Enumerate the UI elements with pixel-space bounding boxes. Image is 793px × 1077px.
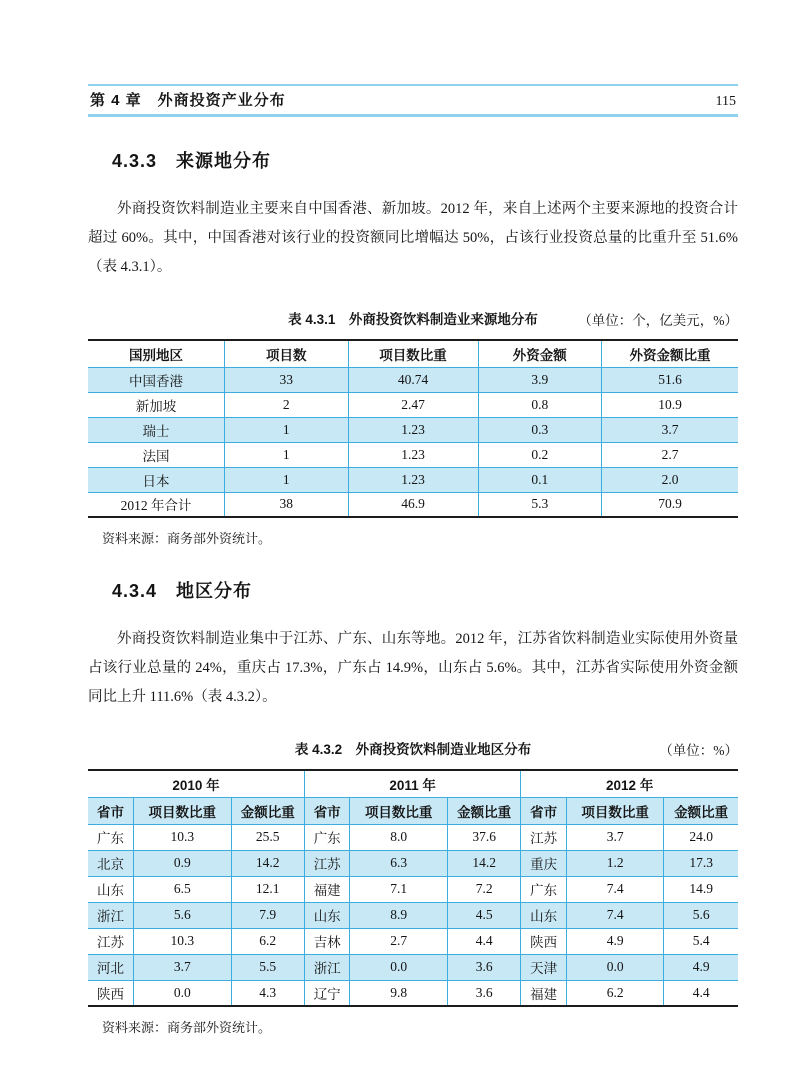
table-row (88, 392, 738, 417)
column-header: 外资金额比重 (602, 340, 739, 367)
table2-caption: 表 4.3.2 外商投资饮料制造业地区分布 (294, 742, 532, 757)
column-header: 项目数 (225, 340, 349, 367)
table-cell: 日本 (88, 467, 225, 492)
table-cell: 吉林 (304, 928, 350, 954)
table-cell: 46.9 (348, 492, 478, 517)
table-cell: 广东 (88, 824, 134, 850)
table-cell: 8.0 (350, 824, 448, 850)
table-cell: 40.74 (348, 367, 478, 392)
table-cell: 2.0 (602, 467, 739, 492)
region-distribution-table (88, 769, 738, 1007)
table-cell: 1.23 (348, 417, 478, 442)
table-cell: 4.5 (447, 902, 520, 928)
table-cell: 0.2 (478, 442, 602, 467)
table-cell: 1 (225, 467, 349, 492)
table-cell: 0.0 (566, 954, 664, 980)
table-cell: 7.9 (231, 902, 304, 928)
section-heading-4-3-3: 4.3.3 来源地分布 (112, 151, 272, 171)
table-cell: 4.4 (664, 980, 738, 1006)
table1-header-row (88, 340, 738, 367)
table-cell: 7.2 (447, 876, 520, 902)
table-cell: 4.9 (566, 928, 664, 954)
year-group-header: 2010 年 (88, 770, 304, 797)
table-cell: 山东 (521, 902, 567, 928)
table-cell: 6.2 (566, 980, 664, 1006)
table-row (88, 442, 738, 467)
table2-unit-note: （单位：%） (659, 743, 738, 758)
table-cell: 4.9 (664, 954, 738, 980)
table-row (88, 417, 738, 442)
table-cell: 0.9 (134, 850, 232, 876)
table-cell: 3.6 (447, 954, 520, 980)
table2-caption-row (88, 738, 738, 758)
table-cell: 2.7 (350, 928, 448, 954)
table-cell: 山东 (304, 902, 350, 928)
table-cell: 浙江 (88, 902, 134, 928)
table-cell: 6.2 (231, 928, 304, 954)
table-cell: 3.7 (602, 417, 739, 442)
column-header: 省市 (521, 797, 567, 824)
table-cell: 33 (225, 367, 349, 392)
table-cell: 1.23 (348, 442, 478, 467)
table1-caption: 表 4.3.1 外商投资饮料制造业来源地分布 (288, 312, 538, 327)
section-heading-4-3-4: 4.3.4 地区分布 (112, 581, 253, 601)
table-cell: 37.6 (447, 824, 520, 850)
table-cell: 江苏 (304, 850, 350, 876)
table-cell: 25.5 (231, 824, 304, 850)
column-header: 金额比重 (231, 797, 304, 824)
table2-subheader-row (88, 797, 738, 824)
table-cell: 9.8 (350, 980, 448, 1006)
table-cell: 陕西 (88, 980, 134, 1006)
table-cell: 5.6 (664, 902, 738, 928)
year-group-header: 2011 年 (304, 770, 520, 797)
table-cell: 瑞士 (88, 417, 225, 442)
table-cell: 5.3 (478, 492, 602, 517)
table-cell: 2012 年合计 (88, 492, 225, 517)
table-cell: 天津 (521, 954, 567, 980)
table-cell: 1.23 (348, 467, 478, 492)
table-cell: 10.3 (134, 928, 232, 954)
table-cell: 中国香港 (88, 367, 225, 392)
table-cell: 6.5 (134, 876, 232, 902)
table-cell: 0.1 (478, 467, 602, 492)
table-cell: 0.0 (134, 980, 232, 1006)
table2-body (88, 824, 738, 1006)
table-row (88, 876, 738, 902)
table-row (88, 492, 738, 517)
table-cell: 1 (225, 442, 349, 467)
table-cell: 7.4 (566, 876, 664, 902)
paragraph-source-distribution: 外商投资饮料制造业主要来自中国香港、新加坡。2012 年，来自上述两个主要来源地的投资合计超过 60%。其中，中国香港对该行业的投资额同比增幅达 50%，占该行业投资总量的比重升至 51.6%（表 4.3.1）。 (88, 201, 738, 275)
table2-source-note: 资料来源：商务部外资统计。 (102, 1020, 272, 1035)
table-cell: 3.9 (478, 367, 602, 392)
table-cell: 0.3 (478, 417, 602, 442)
table-cell: 14.2 (231, 850, 304, 876)
table-cell: 山东 (88, 876, 134, 902)
table-row (88, 467, 738, 492)
table-cell: 7.4 (566, 902, 664, 928)
table-cell: 辽宁 (304, 980, 350, 1006)
column-header: 省市 (88, 797, 134, 824)
table-row (88, 850, 738, 876)
table1-source-note: 资料来源：商务部外资统计。 (102, 531, 272, 546)
table-cell: 14.9 (664, 876, 738, 902)
table-cell: 法国 (88, 442, 225, 467)
table-cell: 24.0 (664, 824, 738, 850)
table-cell: 北京 (88, 850, 134, 876)
table-row (88, 928, 738, 954)
table-cell: 浙江 (304, 954, 350, 980)
year-group-header: 2012 年 (521, 770, 738, 797)
chapter-title: 第 4 章 外商投资产业分布 (90, 92, 286, 109)
paragraph-region-distribution: 外商投资饮料制造业集中于江苏、广东、山东等地。2012 年，江苏省饮料制造业实际使用外资量占该行业总量的 24%，重庆占 17.3%，广东占 14.9%，山东占 5.6%。其中，江苏省实际使用外资金额同比上升 111.6%（表 4.3.2）。 (88, 631, 738, 705)
table-row (88, 902, 738, 928)
column-header: 项目数比重 (348, 340, 478, 367)
table-cell: 2.47 (348, 392, 478, 417)
table-cell: 5.5 (231, 954, 304, 980)
table-cell: 1 (225, 417, 349, 442)
column-header: 外资金额 (478, 340, 602, 367)
table-cell: 江苏 (88, 928, 134, 954)
column-header: 国别地区 (88, 340, 225, 367)
table-cell: 2.7 (602, 442, 739, 467)
source-distribution-table (88, 339, 738, 518)
table-cell: 福建 (521, 980, 567, 1006)
table-row (88, 367, 738, 392)
column-header: 项目数比重 (350, 797, 448, 824)
running-header (88, 84, 738, 117)
table-cell: 5.6 (134, 902, 232, 928)
table1-body (88, 367, 738, 517)
table-cell: 新加坡 (88, 392, 225, 417)
table1-unit-note: （单位：个，亿美元，%） (578, 313, 738, 328)
table-row (88, 954, 738, 980)
table-cell: 河北 (88, 954, 134, 980)
table-cell: 4.4 (447, 928, 520, 954)
table-cell: 3.6 (447, 980, 520, 1006)
column-header: 金额比重 (447, 797, 520, 824)
table-cell: 6.3 (350, 850, 448, 876)
table-cell: 3.7 (566, 824, 664, 850)
table-cell: 福建 (304, 876, 350, 902)
table2-year-row (88, 770, 738, 797)
page-content (88, 84, 738, 1036)
table-cell: 广东 (304, 824, 350, 850)
table-cell: 5.4 (664, 928, 738, 954)
table1-caption-row (88, 308, 738, 328)
table2-header (88, 770, 738, 824)
table-cell: 12.1 (231, 876, 304, 902)
table-row (88, 980, 738, 1006)
table-cell: 4.3 (231, 980, 304, 1006)
table-cell: 0.0 (350, 954, 448, 980)
table-row (88, 824, 738, 850)
table-cell: 0.8 (478, 392, 602, 417)
table-cell: 10.9 (602, 392, 739, 417)
table-cell: 17.3 (664, 850, 738, 876)
table-cell: 8.9 (350, 902, 448, 928)
table-cell: 14.2 (447, 850, 520, 876)
table-cell: 重庆 (521, 850, 567, 876)
table-cell: 陕西 (521, 928, 567, 954)
table-cell: 51.6 (602, 367, 739, 392)
table-cell: 70.9 (602, 492, 739, 517)
table-cell: 广东 (521, 876, 567, 902)
table-cell: 1.2 (566, 850, 664, 876)
table1-header (88, 340, 738, 367)
table-cell: 3.7 (134, 954, 232, 980)
column-header: 项目数比重 (566, 797, 664, 824)
column-header: 省市 (304, 797, 350, 824)
table-cell: 10.3 (134, 824, 232, 850)
table-cell: 7.1 (350, 876, 448, 902)
table-cell: 38 (225, 492, 349, 517)
table-cell: 2 (225, 392, 349, 417)
table-cell: 江苏 (521, 824, 567, 850)
column-header: 项目数比重 (134, 797, 232, 824)
column-header: 金额比重 (664, 797, 738, 824)
page-number: 115 (715, 94, 736, 109)
